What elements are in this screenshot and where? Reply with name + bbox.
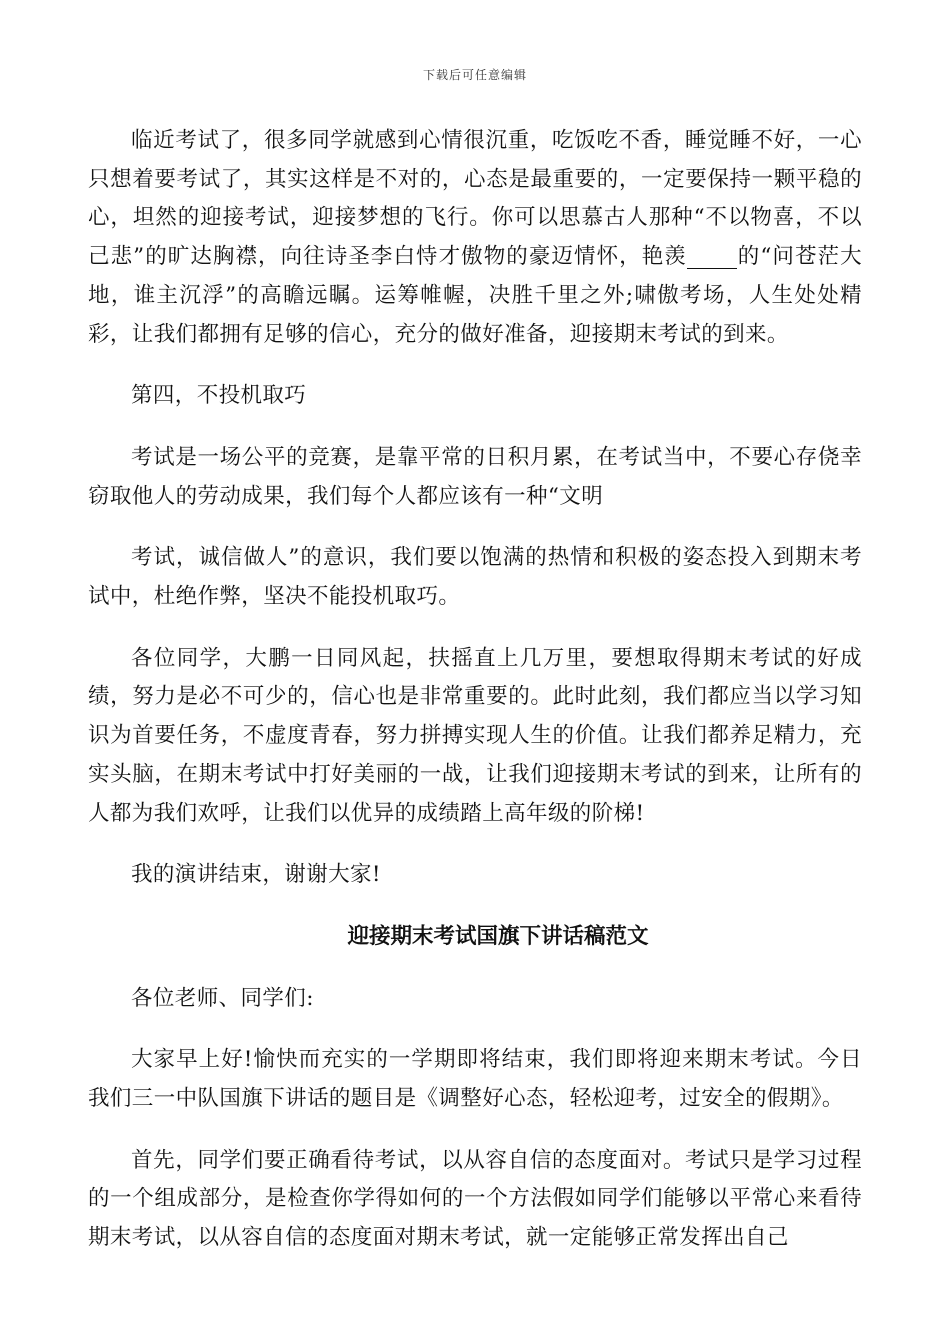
paragraph-exam-mindset-part1: 临近考试了，很多同学就感到心情很沉重，吃饭吃不香，睡觉睡不好，一心只想着要考试了，其实这样是不对的，心态是最重要的，一定要保持一颗平稳的心，坦然的迎接考试，迎接梦想的飞行。你可以思慕古人那种“不以物喜，不以己悲”的旷达胸襟，向往诗圣李白恃才傲物的豪迈情怀，艳羡 [88, 128, 862, 270]
paragraph-exam-mindset [88, 122, 862, 354]
paragraph-exam-mindset-part2: 的“问苍茫大地，谁主沉浮”的高瞻远瞩。运筹帷幄，决胜千里之外;啸傲考场，人生处处精彩，让我们都拥有足够的信心，充分的做好准备，迎接期末考试的到来。 [88, 244, 862, 347]
section-title: 迎接期末考试国旗下讲话稿范文 [347, 923, 649, 949]
paragraph-fair-competition: 考试是一场公平的竞赛，是靠平常的日积月累，在考试当中，不要心存侥幸窃取他人的劳动成果，我们每个人都应该有一种“文明 [88, 444, 862, 509]
paragraph-greeting: 大家早上好!愉快而充实的一学期即将结束，我们即将迎来期末考试。今日我们三一中队国旗下讲话的题目是《调整好心态，轻松迎考，过安全的假期》。 [88, 1047, 862, 1112]
paragraph-salutation: 各位老师、同学们: [131, 985, 314, 1011]
paragraph-speech-end: 我的演讲结束，谢谢大家! [131, 862, 381, 888]
page-header: 下载后可任意编辑 [422, 68, 527, 82]
paragraph-honest-exam: 考试，诚信做人”的意识，我们要以饱满的热情和积极的姿态投入到期末考试中，杜绝作弊，坚决不能投机取巧。 [88, 545, 862, 610]
paragraph-first-point: 首先，同学们要正确看待考试，以从容自信的态度面对。考试只是学习过程的一个组成部分，是检查你学得如何的一个方法假如同学们能够以平常心来看待期末考试，以从容自信的态度面对期末考试，就一定能够正常发挥出自己 [88, 1147, 862, 1251]
section-heading-fourth: 第四，不投机取巧 [131, 383, 307, 409]
fill-in-blank [687, 246, 737, 269]
paragraph-closing-appeal: 各位同学，大鹏一日同风起，扶摇直上几万里，要想取得期末考试的好成绩，努力是必不可少的，信心也是非常重要的。此时此刻，我们都应当以学习知识为首要任务，不虚度青春，努力拼搏实现人生的价值。让我们都养足精力，充实头脑，在期末考试中打好美丽的一战，让我们迎接期末考试的到来，让所有的人都为我们欢呼，让我们以优异的成绩踏上高年级的阶梯! [88, 645, 862, 826]
document-body [88, 122, 862, 1281]
